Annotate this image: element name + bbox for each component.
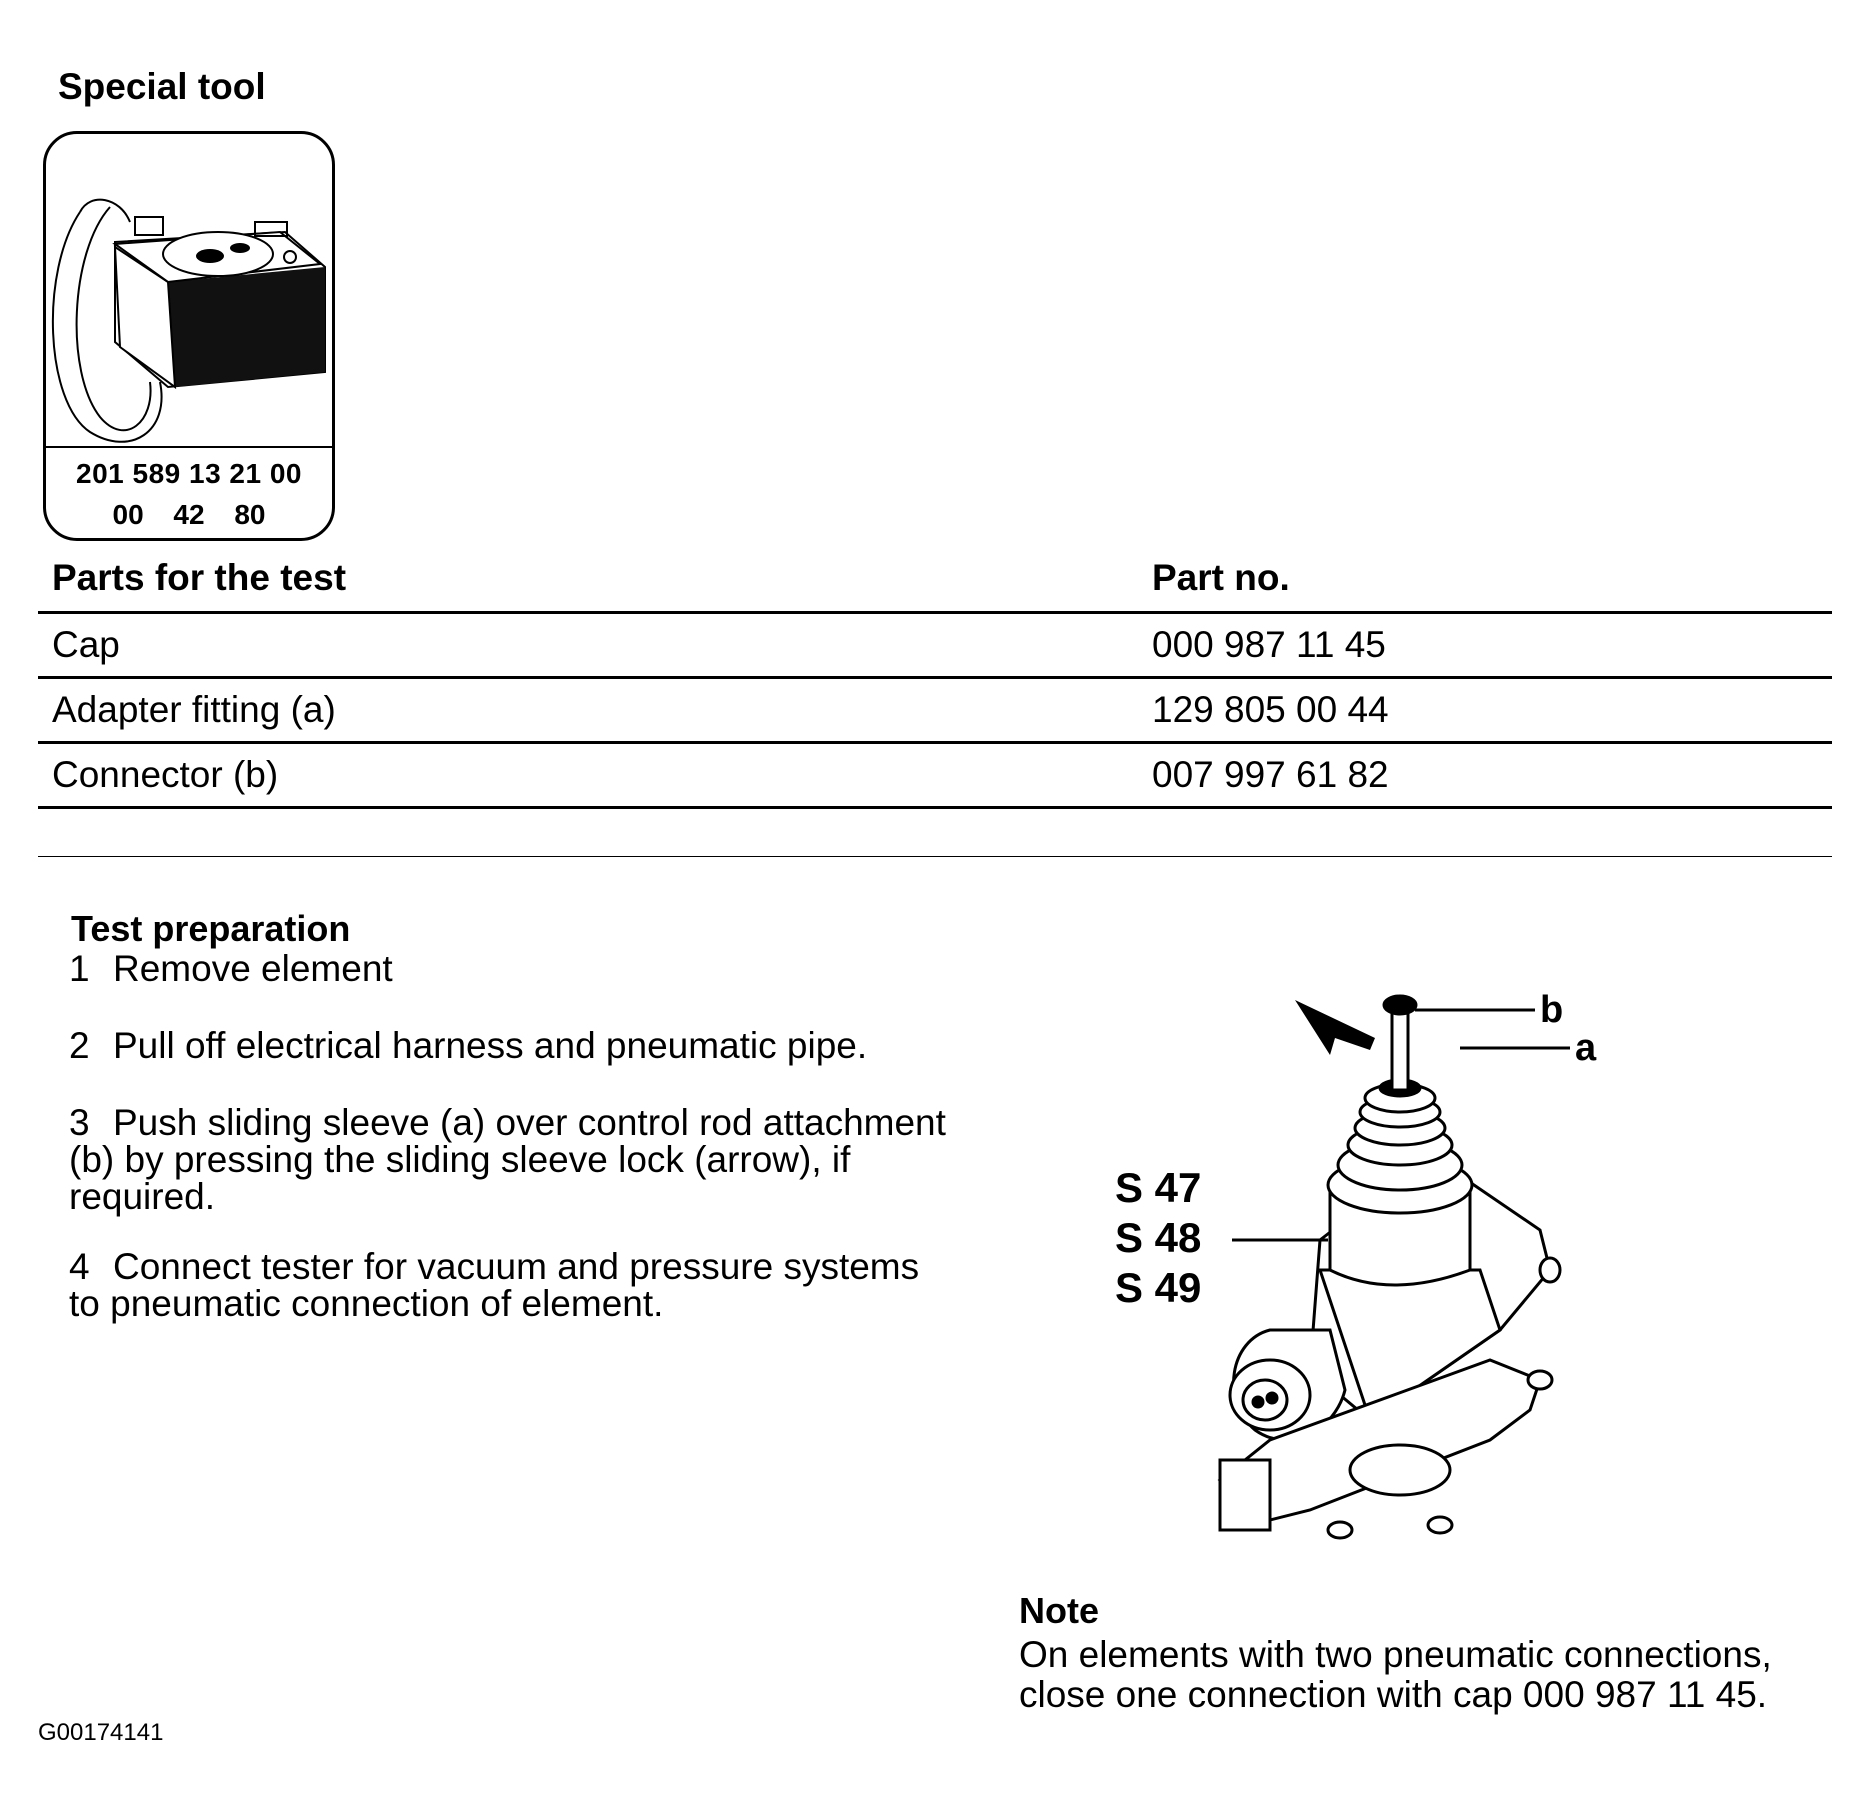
- step-2: [69, 1027, 949, 1064]
- vacuum-pressure-tester-illustration: [50, 152, 332, 452]
- step-1: [69, 950, 949, 987]
- parts-table-header: [38, 555, 1832, 614]
- part-number: 000 987 11 45: [1152, 624, 1386, 665]
- part-number: 007 997 61 82: [1152, 754, 1389, 795]
- tool-number-line2: 00 42 80: [112, 499, 266, 530]
- header-parts: Parts for the test: [52, 557, 347, 598]
- test-preparation-title: Test preparation: [71, 908, 351, 949]
- part-name: Cap: [52, 624, 120, 665]
- step-3: [69, 1104, 949, 1215]
- arrow-icon: [1295, 1000, 1375, 1055]
- step-number: 2: [69, 1025, 90, 1066]
- note-title: Note: [1019, 1590, 1099, 1631]
- code-s49: S 49: [1115, 1264, 1202, 1311]
- table-row: [38, 679, 1832, 744]
- code-s47: S 47: [1115, 1164, 1202, 1211]
- tool-number-line1: 201 589 13 21 00: [76, 458, 302, 489]
- code-s48: S 48: [1115, 1214, 1202, 1261]
- tool-card-divider: [46, 446, 332, 448]
- special-tool-card: [43, 131, 335, 541]
- header-part-no: Part no.: [1152, 557, 1290, 598]
- step-text: Connect tester for vacuum and pressure systems to pneumatic connection of element.: [69, 1246, 920, 1324]
- step-number: 1: [69, 948, 90, 989]
- table-row: [38, 614, 1832, 679]
- label-b: b: [1540, 989, 1564, 1031]
- step-text: Pull off electrical harness and pneumatic pipe.: [113, 1025, 868, 1066]
- part-name: Adapter fitting (a): [52, 689, 336, 730]
- part-number: 129 805 00 44: [1152, 689, 1389, 730]
- parts-table: [38, 555, 1832, 809]
- special-tool-heading: Special tool: [58, 66, 266, 107]
- step-4: [69, 1248, 949, 1322]
- label-a: a: [1575, 1027, 1597, 1069]
- step-number: 4: [69, 1246, 90, 1287]
- figure-code: G00174141: [38, 1719, 164, 1746]
- table-row: [38, 744, 1832, 809]
- step-number: 3: [69, 1102, 90, 1143]
- note-body: On elements with two pneumatic connections, close one connection with cap 000 987 11 45.: [1019, 1634, 1772, 1715]
- element-diagram: [1070, 940, 1630, 1540]
- part-name: Connector (b): [52, 754, 279, 795]
- step-text: Remove element: [113, 948, 393, 989]
- section-divider: [38, 856, 1832, 857]
- step-text: Push sliding sleeve (a) over control rod attachment (b) by pressing the sliding sleeve lock (arrow), if required.: [69, 1102, 946, 1217]
